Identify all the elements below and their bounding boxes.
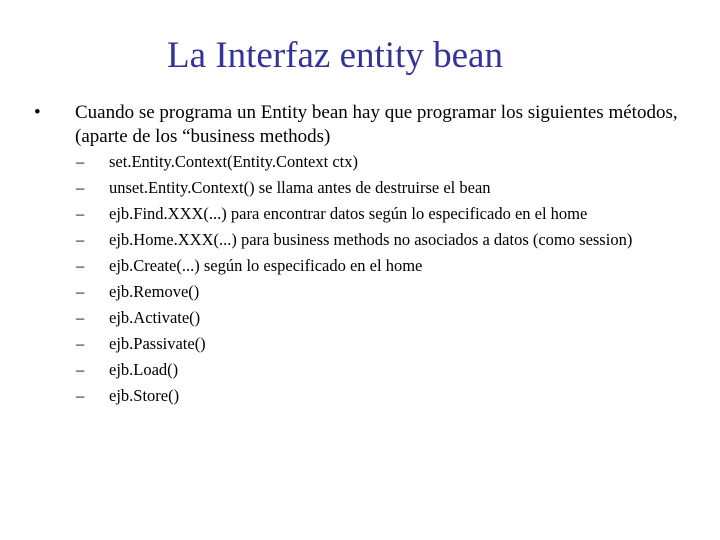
sub-bullet-text: ejb.Create(...) según lo especificado en el home: [109, 256, 423, 275]
sub-bullet-item: [76, 279, 696, 305]
sub-bullet-text: ejb.Load(): [109, 360, 179, 379]
dash-marker: –: [76, 308, 85, 327]
sub-bullet-text: ejb.Activate(): [109, 308, 201, 327]
sub-bullet-item: [76, 357, 696, 383]
sub-bullet-text: unset.Entity.Context() se llama antes de destruirse el bean: [109, 178, 491, 197]
sub-bullet-item: [76, 227, 696, 253]
dash-marker: –: [76, 256, 85, 275]
dash-marker: –: [76, 204, 85, 223]
sub-bullet-text: ejb.Home.XXX(...) para business methods no asociados a datos (como session): [109, 230, 633, 249]
dash-marker: –: [76, 152, 85, 171]
dash-marker: –: [76, 360, 85, 379]
dash-marker: –: [76, 282, 85, 301]
sub-bullet-text: ejb.Passivate(): [109, 334, 206, 353]
main-bullet-block: [34, 101, 694, 149]
dash-marker: –: [76, 386, 85, 405]
sub-bullet-item: [76, 305, 696, 331]
dash-marker: –: [76, 334, 85, 353]
dash-marker: –: [76, 230, 85, 249]
slide-title: La Interfaz entity bean: [167, 35, 503, 76]
main-bullet-text: Cuando se programa un Entity bean hay que programar los siguientes métodos, (aparte de los “business methods): [75, 102, 678, 147]
sub-bullet-item: [76, 331, 696, 357]
sub-bullet-text: set.Entity.Context(Entity.Context ctx): [109, 152, 358, 171]
main-bullet: [34, 101, 694, 149]
sub-bullet-item: [76, 149, 696, 175]
sub-bullet-text: ejb.Remove(): [109, 282, 200, 301]
sub-bullet-item: [76, 201, 696, 227]
bullet-marker: •: [34, 102, 41, 123]
sub-bullet-item: [76, 253, 696, 279]
sub-bullet-item: [76, 383, 696, 409]
sub-bullet-text: ejb.Find.XXX(...) para encontrar datos según lo especificado en el home: [109, 204, 588, 223]
sub-bullet-text: ejb.Store(): [109, 386, 180, 405]
sub-bullet-list: [76, 149, 696, 409]
sub-bullet-item: [76, 175, 696, 201]
dash-marker: –: [76, 178, 85, 197]
